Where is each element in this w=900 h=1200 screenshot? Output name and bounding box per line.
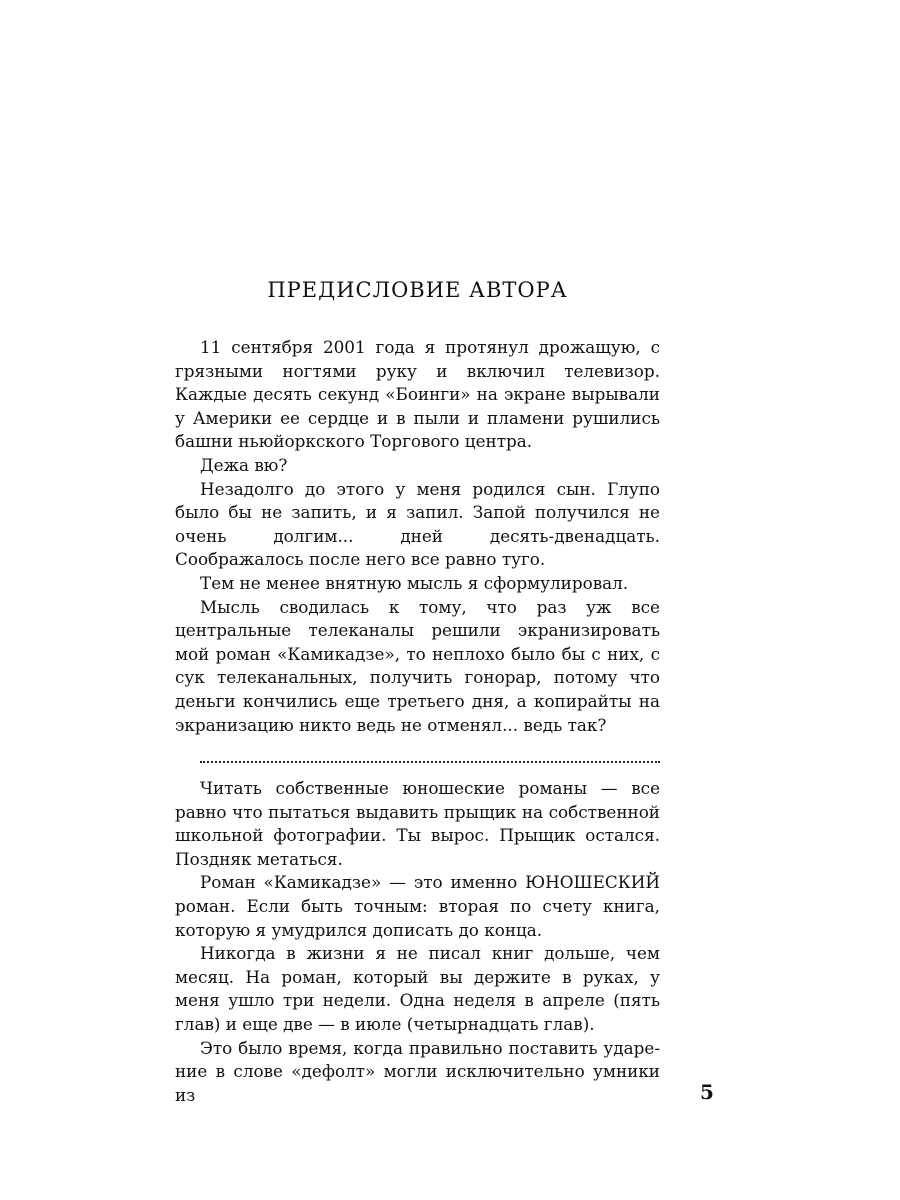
paragraph: Читать собственные юношеские романы — все равно что пытаться выдавить прыщик на собственной школьной фотографии. Ты вырос. Прыщик остался. Поздняк метаться. xyxy=(175,778,660,869)
dotted-separator xyxy=(200,751,660,763)
paragraph: Тем не менее внятную мысль я сформулировал. xyxy=(200,572,629,593)
paragraph: Незадолго до этого у меня родился сын. Глупо было бы не запить, и я запил. Запой получился не очень долгим... дней десять-двенадцать. Соображалось после него все равно туго. xyxy=(175,478,660,570)
paragraph: Никогда в жизни я не писал книг дольше, чем месяц. На роман, который вы держите в руках, у меня ушло три недели. Одна неделя в апреле (пять глав) и еще две — в июле (четырнадцать глав). xyxy=(175,943,660,1035)
paragraph: Это было время, когда правильно поставить ударение в слове «дефолт» могли исключительно умники из xyxy=(175,1037,660,1105)
paragraph: Дежа вю? xyxy=(200,454,288,475)
paragraph: Мысль сводилась к тому, что раз уж все центральные телеканалы решили экранизировать мой роман «Камикадзе», то неплохо было бы с них, с сук телеканальных, получить гонорар, потому что деньги кончились еще третьего дня, а копирайты на экранизацию никто ведь не отменял... ведь так? xyxy=(175,596,660,735)
paragraph: Роман «Камикадзе» — это именно ЮНОШЕСКИЙ роман. Если быть точным: вторая по счету книга, которую я умудрился дописать до конца. xyxy=(175,872,660,940)
page-number: 5 xyxy=(700,1080,714,1104)
paragraph: 11 сентября 2001 года я протянул дрожащую, с грязными ногтями руку и включил телевизор. Каждые десять секунд «Боинги» на экране вырывали у Америки ее сердце и в пыли и пламени рушились башни ньюйоркского Торгового центра. xyxy=(175,337,660,452)
chapter-title: ПРЕДИСЛОВИЕ АВТОРА xyxy=(267,278,568,302)
body-text xyxy=(175,336,660,1107)
